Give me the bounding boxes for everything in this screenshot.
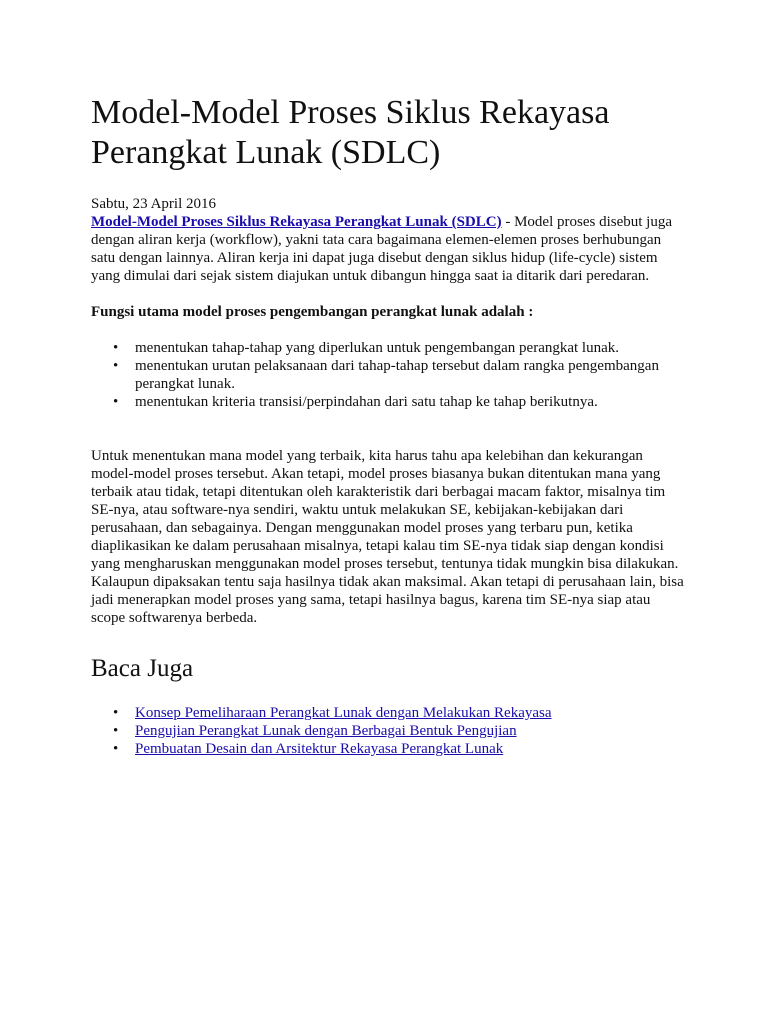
related-link-pengujian[interactable]: Pengujian Perangkat Lunak dengan Berbagai Bentuk Pengujian bbox=[135, 723, 517, 739]
intro-title-link[interactable]: Model-Model Proses Siklus Rekayasa Perangkat Lunak (SDLC) bbox=[91, 214, 502, 230]
intro-text: - Model proses disebut juga dengan aliran kerja (workflow), yakni tata cara bagaimana elemen-elemen proses berhubungan satu dengan lainnya. Aliran kerja ini dapat juga disebut dengan siklus hidup (life-cycle) sistem yang dimulai dari sejak sistem diajukan untuk dibangun hingga saat ia ditarik dari peredaran. bbox=[91, 214, 672, 284]
list-item bbox=[135, 704, 686, 722]
related-links-list bbox=[91, 704, 686, 758]
article-title: Model-Model Proses Siklus Rekayasa Perangkat Lunak (SDLC) bbox=[91, 94, 610, 171]
related-heading: Baca Juga bbox=[91, 655, 194, 682]
list-item: • menentukan tahap-tahap yang diperlukan untuk pengembangan perangkat lunak. bbox=[135, 339, 686, 357]
post-date: Sabtu, 23 April 2016 bbox=[91, 196, 217, 212]
article-page bbox=[91, 0, 686, 758]
intro-paragraph bbox=[91, 213, 686, 285]
functions-heading: Fungsi utama model proses pengembangan perangkat lunak adalah : bbox=[91, 304, 534, 320]
related-link-desain[interactable]: Pembuatan Desain dan Arsitektur Rekayasa Perangkat Lunak bbox=[135, 741, 504, 757]
list-item bbox=[135, 740, 686, 758]
list-item bbox=[135, 722, 686, 740]
list-item: • menentukan urutan pelaksanaan dari tahap-tahap tersebut dalam rangka pengembangan perangkat lunak. bbox=[135, 357, 686, 393]
body-paragraph: Untuk menentukan mana model yang terbaik, kita harus tahu apa kelebihan dan kekurangan model-model proses tersebut. Akan tetapi, model proses biasanya bukan ditentukan mana yang terbaik atau tidak, tetapi ditentukan oleh karakteristik dari berbagai macam faktor, misalnya tim SE-nya, atau software-nya sendiri, waktu untuk melakukan SE, kebijakan-kebijakan dari perusahaan, dan sebagainya. Dengan menggunakan model proses yang terbaru pun, ketika diaplikasikan ke dalam perusahaan misalnya, tetapi kalau tim SE-nya tidak siap dengan kondisi yang mengharuskan menggunakan model proses tersebut, tentunya tidak mungkin bisa dilakukan. Kalaupun dipaksakan tentu saja hasilnya tidak akan maksimal. Akan tetapi di perusahaan lain, bisa jadi menerapkan model proses yang sama, tetapi hasilnya bagus, karena tim SE-nya siap atau scope softwarenya berbeda. bbox=[91, 448, 684, 626]
list-item: • menentukan kriteria transisi/perpindahan dari satu tahap ke tahap berikutnya. bbox=[135, 393, 686, 411]
functions-list bbox=[91, 339, 686, 411]
related-link-pemeliharaan[interactable]: Konsep Pemeliharaan Perangkat Lunak dengan Melakukan Rekayasa bbox=[135, 705, 552, 721]
